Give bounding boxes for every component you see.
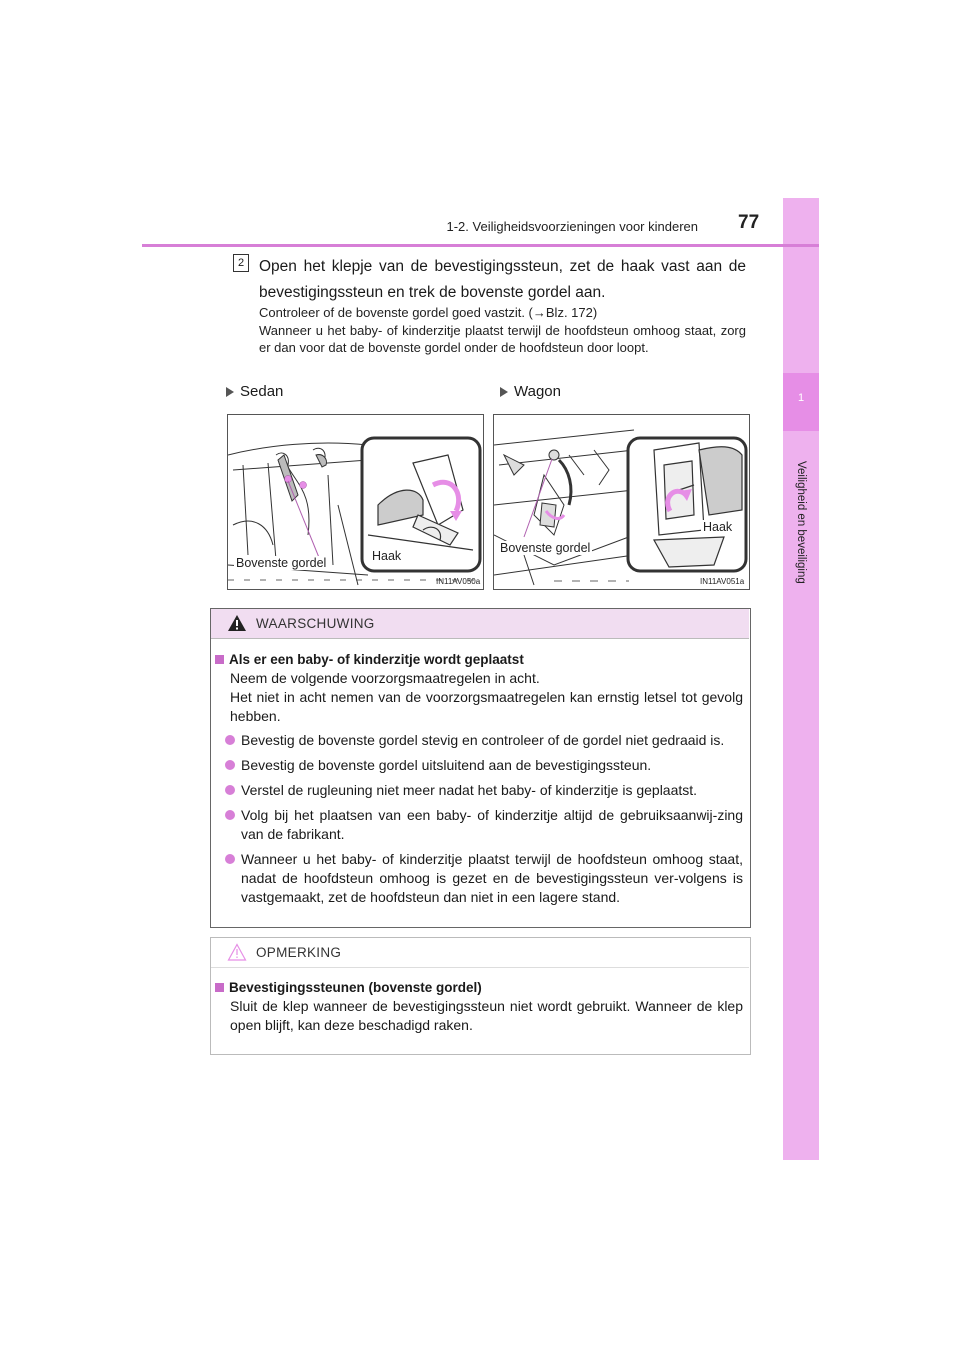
notice-title-text: Bevestigingssteunen (bovenste gordel)	[229, 980, 482, 995]
label-hook-wagon: Haak	[703, 520, 733, 534]
caution-icon	[227, 943, 247, 961]
notice-header	[211, 938, 749, 968]
warning-intro-1: Neem de volgende voorzorgsmaatregelen in acht.	[230, 670, 540, 686]
variant-sedan	[226, 383, 283, 400]
square-bullet-icon	[215, 655, 224, 664]
variant-label: Sedan	[240, 383, 284, 400]
bullet-dot-icon	[225, 810, 235, 820]
bullet-dot-icon	[225, 735, 235, 745]
warning-bullet	[225, 850, 743, 907]
notice-text: Sluit de klep wanneer de bevestigingssteun niet wordt gebruikt. Wanneer de klep open blijft, kan deze beschadigd raken.	[230, 998, 743, 1033]
header-rule	[142, 244, 819, 247]
notice-title	[215, 980, 743, 995]
chapter-title-text: Veiligheid en beveiliging	[795, 461, 807, 584]
warning-bullet-text: Verstel de rugleuning niet meer nadat het baby- of kinderzitje is geplaatst.	[241, 782, 698, 798]
warning-header	[211, 609, 749, 639]
warning-content	[215, 652, 743, 907]
warning-bullet	[225, 781, 743, 800]
square-bullet-icon	[215, 983, 224, 992]
warning-intro-2: Het niet in acht nemen van de voorzorgsmaatregelen kan ernstig letsel tot gevolg hebben.	[230, 689, 743, 724]
warning-bullet-text: Bevestig de bovenste gordel stevig en controleer of de gordel niet gedraaid is.	[241, 732, 725, 748]
section-title: 1-2. Veiligheidsvoorzieningen voor kinderen	[446, 219, 698, 234]
bullet-dot-icon	[225, 785, 235, 795]
chapter-number: 1	[797, 392, 805, 404]
bullet-dot-icon	[225, 760, 235, 770]
label-hook-sedan: Haak	[372, 549, 402, 563]
warning-bullet	[225, 806, 743, 844]
warning-bullet-text: Bevestig de bovenste gordel uitsluitend aan de bevestigingssteun.	[241, 757, 652, 773]
notice-content	[215, 980, 743, 1035]
warning-bullet	[225, 756, 743, 775]
triangle-icon	[226, 387, 234, 397]
warning-icon	[227, 614, 247, 632]
step-note-2: Wanneer u het baby- of kinderzitje plaatst terwijl de hoofdsteun omhoog staat, zorg er dan voor dat de bovenste gordel onder de hoofdsteun door loopt.	[259, 322, 746, 355]
label-belt-wagon: Bovenste gordel	[500, 541, 591, 555]
notice-heading: OPMERKING	[256, 945, 342, 960]
figure-code-sedan: IN11AV050a	[436, 577, 481, 586]
variant-label: Wagon	[514, 383, 561, 400]
figure-code-wagon: IN11AV051a	[700, 577, 745, 586]
figure-wagon	[493, 414, 750, 590]
bullet-dot-icon	[225, 854, 235, 864]
chapter-title	[788, 440, 814, 605]
label-belt-sedan: Bovenste gordel	[236, 556, 327, 570]
warning-bullet	[225, 731, 743, 750]
page-number: 77	[738, 212, 760, 233]
warning-intro	[230, 669, 743, 726]
chapter-tab	[783, 198, 819, 1160]
wagon-illustration	[494, 415, 749, 589]
variant-wagon	[500, 383, 561, 400]
warning-title-text: Als er een baby- of kinderzitje wordt geplaatst	[229, 652, 524, 667]
step-number: 2	[233, 254, 249, 272]
step-notes	[259, 304, 746, 357]
warning-bullet-text: Volg bij het plaatsen van een baby- of kinderzitje altijd de gebruiksaanwij-zing van de fabrikant.	[241, 807, 743, 842]
warning-title	[215, 652, 743, 667]
warning-bullet-text: Wanneer u het baby- of kinderzitje plaatst terwijl de hoofdsteun omhoog staat, nadat de hoofdsteun omhoog is gezet en de bevestigingssteun ver-volgens is vastgemaakt, zet de hoofdsteun dan niet in een lagere stand.	[241, 851, 743, 905]
triangle-icon	[500, 387, 508, 397]
figure-sedan	[227, 414, 484, 590]
step-instruction: Open het klepje van de bevestigingssteun, zet de haak vast aan de bevestigingssteun en trek de bovenste gordel aan.	[259, 258, 746, 301]
warning-bullets	[225, 731, 743, 907]
warning-heading: WAARSCHUWING	[256, 616, 375, 631]
step-note-1: Controleer of de bovenste gordel goed vastzit. (→Blz. 172)	[259, 305, 598, 320]
